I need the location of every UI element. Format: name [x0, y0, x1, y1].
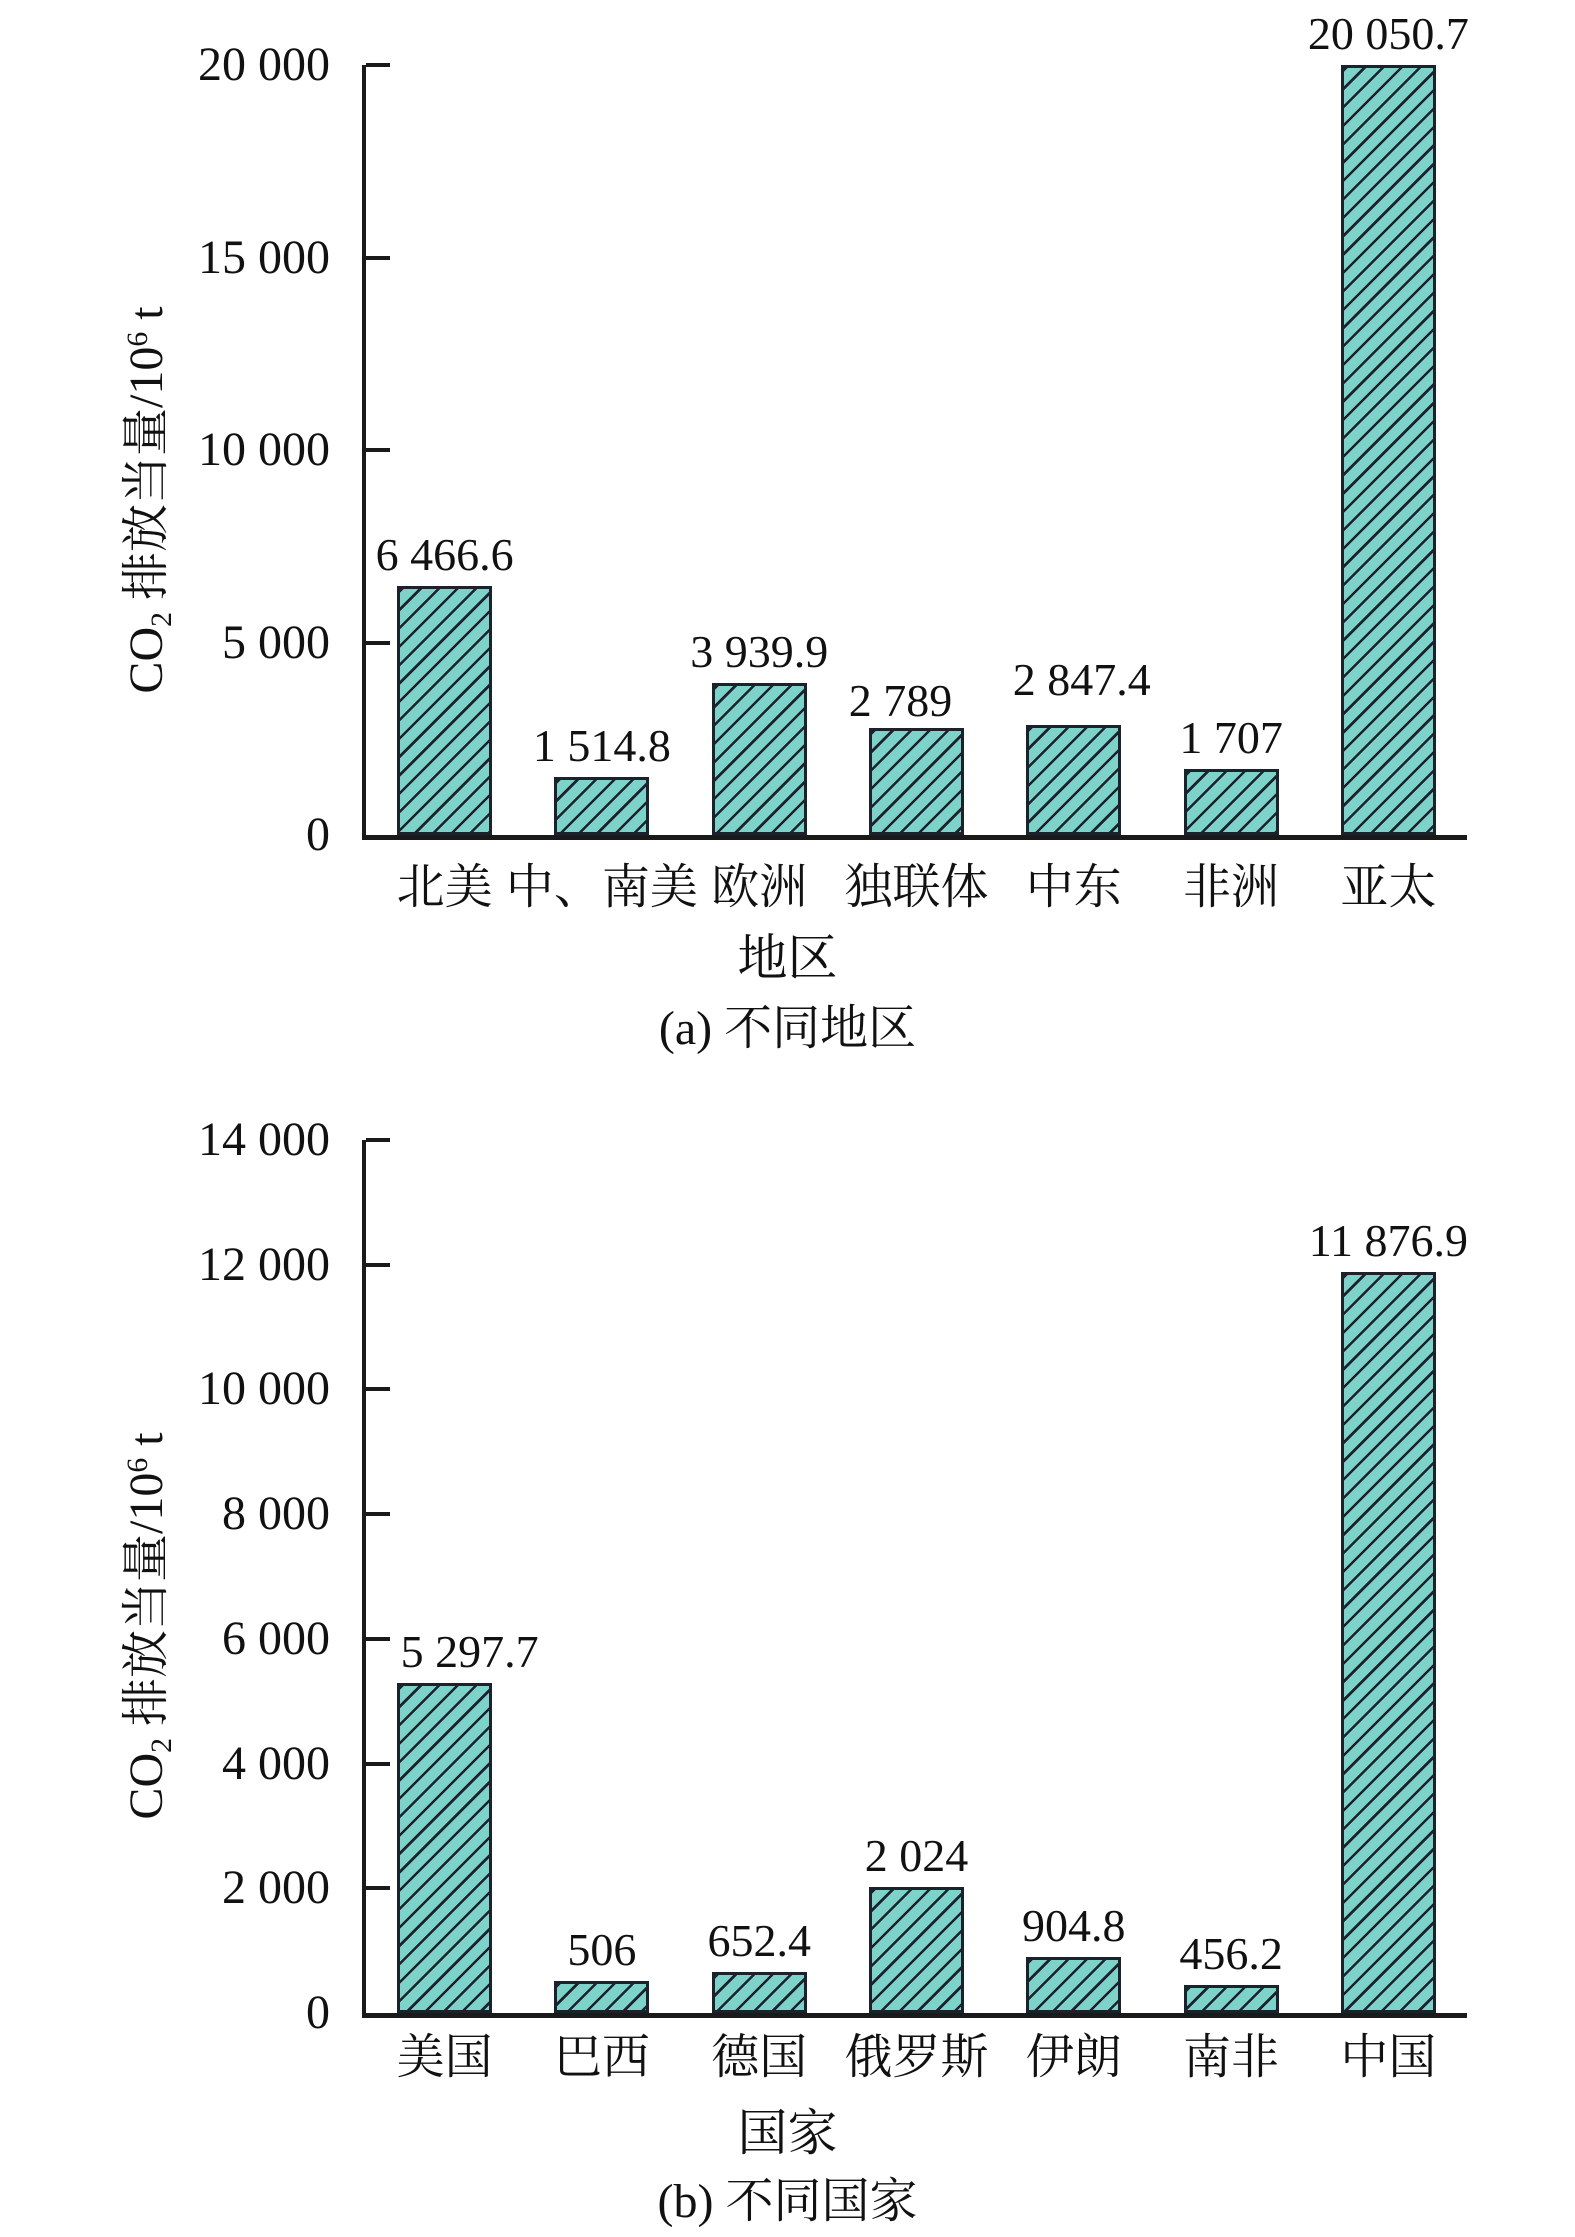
y-tick-a-15000	[366, 256, 390, 260]
x-category-label-a-6: 亚太	[1340, 861, 1437, 914]
y-tick-b-12000	[366, 1263, 390, 1267]
y-axis-title-a-pre: CO	[119, 626, 173, 694]
caption-b: (b) 不同国家	[657, 2175, 918, 2228]
x-category-label-a-4: 中东	[1025, 861, 1122, 914]
y-tick-a-10000	[366, 448, 390, 452]
y-axis-title-a-mid: 排放当量/10	[119, 346, 173, 612]
x-category-label-a-3: 独联体	[844, 861, 989, 914]
y-axis-title-b-sub: 2	[144, 1738, 178, 1753]
bar-a-5	[1184, 769, 1279, 835]
y-axis-title-a-sub: 2	[144, 612, 178, 627]
bar-value-label-b-2: 652.4	[707, 1915, 811, 1966]
bar-value-label-b-6: 11 876.9	[1308, 1215, 1468, 1266]
y-tick-label-b-12000: 12 000	[198, 1237, 330, 1291]
y-tick-label-b-8000: 8 000	[222, 1487, 330, 1541]
bar-value-label-a-5: 1 707	[1179, 712, 1283, 763]
bar-a-1	[554, 777, 649, 835]
y-tick-b-2000	[366, 1886, 390, 1890]
caption-a: (a) 不同地区	[658, 1002, 917, 1055]
bar-b-2	[712, 1972, 807, 2013]
x-category-label-a-2: 欧洲	[711, 861, 808, 914]
x-category-label-b-0: 美国	[396, 2031, 493, 2084]
bar-value-label-b-1: 506	[567, 1924, 637, 1975]
bar-value-label-b-0: 5 297.7	[400, 1626, 539, 1677]
y-tick-label-b-2000: 2 000	[222, 1861, 330, 1915]
y-tick-a-5000	[366, 641, 390, 645]
bar-value-label-a-4: 2 847.4	[1012, 654, 1151, 705]
y-tick-a-20000	[366, 63, 390, 67]
bar-b-5	[1184, 1985, 1279, 2013]
bar-value-label-a-3: 2 789	[848, 675, 953, 726]
y-tick-b-8000	[366, 1512, 390, 1516]
bar-value-label-a-1: 1 514.8	[532, 720, 671, 771]
x-category-label-b-3: 俄罗斯	[844, 2031, 989, 2084]
bar-value-label-a-0: 6 466.6	[375, 529, 514, 580]
y-tick-label-a-10000: 10 000	[198, 423, 330, 476]
y-tick-label-b-4000: 4 000	[222, 1736, 330, 1790]
bar-a-3	[869, 728, 964, 835]
x-category-label-b-5: 南非	[1183, 2031, 1280, 2084]
y-tick-label-a-20000: 20 000	[198, 38, 330, 91]
bar-a-0	[397, 586, 492, 835]
y-tick-b-10000	[366, 1387, 390, 1391]
y-tick-label-b-14000: 14 000	[198, 1113, 330, 1166]
y-tick-b-4000	[366, 1762, 390, 1766]
y-axis-title-b-pre: CO	[119, 1752, 173, 1820]
y-axis-title-a-sup: 6	[121, 331, 155, 347]
x-category-label-a-1: 中、南美	[505, 861, 698, 914]
x-category-label-b-1: 巴西	[553, 2031, 650, 2084]
x-category-label-a-0: 北美	[396, 861, 493, 914]
y-tick-label-b-10000: 10 000	[198, 1362, 330, 1416]
y-tick-b-14000	[366, 1138, 390, 1142]
bar-value-label-b-4: 904.8	[1022, 1900, 1126, 1951]
y-tick-label-a-0: 0	[306, 808, 330, 861]
bar-value-label-a-6: 20 050.7	[1307, 8, 1469, 59]
y-axis-title-b-mid: 排放当量/10	[119, 1472, 173, 1738]
y-tick-label-b-6000: 6 000	[222, 1611, 330, 1665]
bar-value-label-b-5: 456.2	[1179, 1928, 1283, 1979]
y-axis-title-a-post: t	[119, 306, 173, 332]
bar-value-label-a-2: 3 939.9	[690, 626, 829, 677]
plot-area-b	[362, 1140, 1467, 2018]
bar-b-6	[1341, 1272, 1436, 2013]
x-category-label-b-6: 中国	[1340, 2031, 1437, 2084]
y-tick-label-a-15000: 15 000	[198, 230, 330, 284]
x-category-label-b-2: 德国	[711, 2031, 808, 2084]
y-axis-title-b-sup: 6	[121, 1457, 155, 1473]
bar-b-1	[554, 1981, 649, 2013]
y-axis-title-b-post: t	[119, 1432, 173, 1458]
y-tick-label-a-5000: 5 000	[222, 615, 330, 669]
x-category-label-a-5: 非洲	[1183, 861, 1280, 914]
y-tick-label-b-0: 0	[306, 1986, 330, 2039]
bar-value-label-b-3: 2 024	[864, 1830, 969, 1881]
x-category-label-b-4: 伊朗	[1025, 2031, 1122, 2084]
x-axis-title-b: 国家	[737, 2105, 838, 2161]
x-axis-title-a: 地区	[737, 930, 838, 986]
